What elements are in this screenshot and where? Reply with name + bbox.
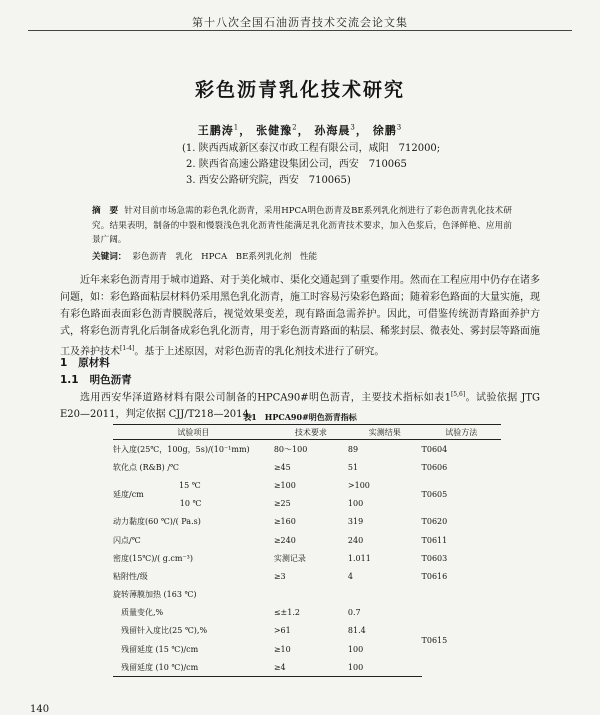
- table-cell: ≥10: [273, 644, 291, 654]
- ductility-15-label: 15 ℃: [179, 480, 201, 490]
- table-cell: 旋转薄膜加热 (163 ℃): [113, 590, 197, 600]
- table-cell: 密度(15℃)/( g.cm⁻³): [113, 553, 194, 563]
- section-number: 1: [60, 357, 68, 369]
- abstract: [92, 204, 512, 248]
- materials-text: 选用西安华泽道路材料有限公司制备的HPCA90#明色沥青，主要技术指标如表1: [80, 392, 451, 404]
- column-header: 试验项目: [113, 425, 274, 440]
- paper-title: 彩色沥青乳化技术研究: [194, 79, 405, 101]
- table-cell: ≥45: [273, 462, 291, 472]
- table-cell: [422, 586, 501, 604]
- table-cell: 1.011: [347, 553, 371, 563]
- intro-paragraph: [60, 272, 540, 360]
- table-cell: T0605: [421, 490, 448, 500]
- table-cell: 240: [347, 535, 364, 545]
- table-cell: T0616: [421, 571, 448, 581]
- table-cell: ≥160: [273, 517, 296, 527]
- table-cell: ≥100: [273, 480, 296, 490]
- author-mark: 2: [292, 123, 298, 132]
- keywords-label: 关键词：: [92, 252, 127, 262]
- author-mark: 3: [350, 123, 356, 132]
- page-number: 140: [30, 704, 50, 715]
- author-name: 孙海晨: [314, 124, 351, 137]
- author-name: 徐鹏: [372, 124, 397, 137]
- ductility-10-label: 10 ℃: [179, 499, 202, 509]
- table-cell: ≥4: [274, 658, 348, 677]
- table-cell: [113, 490, 274, 513]
- intro-citation: [1-4]: [120, 345, 135, 352]
- table-cell: >61: [273, 626, 291, 636]
- keywords-text: 彩色沥青 乳化 HPCA BE系列乳化剂 性能: [132, 252, 318, 262]
- table-row: [113, 567, 501, 585]
- table-cell: 残留延度 (15 ℃)/cm: [121, 644, 199, 654]
- table-row: [113, 604, 501, 622]
- table-caption: 表1 HPCA90#明色沥青指标: [243, 412, 357, 422]
- table-cell: ≤±1.2: [273, 608, 300, 618]
- section-title: 明色沥青: [89, 374, 132, 386]
- table-cell: 实测记录: [273, 553, 306, 563]
- intro-tail: 。基于上述原因，对彩色沥青的乳化剂技术进行了研究。: [134, 346, 385, 358]
- section-heading-1-1: [60, 372, 132, 387]
- table-cell: 闪点/℃: [113, 535, 141, 545]
- spec-table: [113, 424, 501, 677]
- affiliation-line: 3. 西安公路研究院，西安 710065): [186, 175, 351, 186]
- section-number: 1.1: [60, 374, 79, 386]
- table-row: [113, 531, 501, 549]
- table-cell: ≥3: [273, 571, 286, 581]
- table-cell: 质量变化,%: [121, 608, 164, 618]
- table-cell: 4: [347, 571, 354, 581]
- table-cell: 319: [347, 517, 364, 527]
- author-list: 王鹏涛$^1$， 张健豫$^2$， 孙海晨$^3$， 徐鹏$^3$: [197, 123, 403, 137]
- table-cell: 81.4: [347, 626, 366, 636]
- table-cell: 100: [347, 499, 364, 509]
- table-cell: T0603: [421, 553, 448, 563]
- affiliation-line: 2. 陕西省高速公路建设集团公司，西安 710065: [186, 159, 407, 170]
- table-cell: 0.7: [347, 608, 361, 618]
- table-cell: 残留针入度比(25 ℃),%: [121, 626, 208, 636]
- author-name: 王鹏涛: [197, 124, 234, 137]
- running-header: 第十八次全国石油沥青技术交流会论文集: [192, 16, 408, 29]
- section-title: 原材料: [78, 357, 110, 369]
- ductility-label: 延度/cm: [113, 490, 144, 500]
- intro-text: 近年来彩色沥青用于城市道路、对于美化城市、渠化交通起到了重要作用。然而在工程应用中仍存在诸多问题，如：彩色路面粘层材料仍采用黑色乳化沥青，施工时容易污染彩色路面；随着彩色路面的大量实施，现有彩色路面表面彩色沥青膜脱落后，视觉效果变差，现有路面急需养护。因此，可借鉴传统沥青路面养护方式，将彩色沥青乳化后制备成彩色乳化沥青，用于彩色沥青路面的粘层、稀浆封层、微表处、雾封层等路面施工及养护技术: [60, 275, 540, 358]
- table-cell: 动力黏度(60 ℃)/( Pa.s): [113, 517, 201, 527]
- table-cell: T0615: [421, 635, 448, 645]
- author-mark: 3: [396, 123, 403, 132]
- table-cell: T0620: [421, 517, 448, 527]
- table-cell: 残留延度 (10 ℃)/cm: [113, 658, 274, 677]
- table-cell: 软化点 (R&B) /℃: [113, 462, 179, 472]
- table-cell: ≥25: [273, 499, 291, 509]
- table-row: [113, 549, 501, 567]
- table-row: [113, 586, 501, 604]
- table-cell: 80～100: [273, 444, 308, 454]
- header-rule: [28, 30, 572, 31]
- section-heading-1: [60, 355, 110, 370]
- keywords: [92, 250, 512, 262]
- table-cell: [274, 586, 348, 604]
- table-header-row: [113, 425, 501, 440]
- abstract-text: 针对目前市场急需的彩色乳化沥青，采用HPCA明色沥青及BE系列乳化剂进行了彩色沥青乳化技术研究。结果表明，制备的中裂和慢裂浅色乳化沥青性能满足乳化沥青技术要求，加入色浆后，色泽鲜艳、应用前景广阔。: [92, 206, 512, 245]
- table-row: [113, 513, 501, 531]
- column-header: 试验方法: [422, 425, 501, 440]
- table-cell: T0611: [421, 535, 448, 545]
- column-header: 技术要求: [274, 425, 348, 440]
- table-cell: >100: [347, 480, 370, 490]
- materials-citation: [5,6]: [450, 391, 466, 398]
- table-cell: 粘附性/级: [113, 571, 148, 581]
- table-cell: T0604: [421, 444, 448, 454]
- table-cell: 51: [347, 462, 359, 472]
- table-cell: 100: [347, 644, 364, 654]
- table-cell: T0606: [421, 462, 448, 472]
- table-cell: 针入度(25℃，100g，5s)/(10⁻¹mm): [113, 444, 250, 454]
- column-header: 实测结果: [348, 425, 422, 440]
- table-cell: [348, 586, 422, 604]
- author-name: 张健豫: [256, 124, 293, 137]
- table-row: [113, 440, 501, 459]
- table-row: [113, 476, 501, 494]
- author-mark: 1: [233, 123, 240, 132]
- table-cell: ≥240: [273, 535, 296, 545]
- affiliation-line: (1. 陕西西咸新区泰汉市政工程有限公司，咸阳 712000;: [182, 143, 441, 154]
- abstract-label: 摘 要: [92, 206, 119, 216]
- materials-tail: 。试验依据 JTG E20—2011，判定依据 CJJ/T218—2014。: [60, 392, 540, 421]
- table-cell: 89: [347, 444, 359, 454]
- table-cell: 100: [348, 658, 422, 677]
- table-row: [113, 458, 501, 476]
